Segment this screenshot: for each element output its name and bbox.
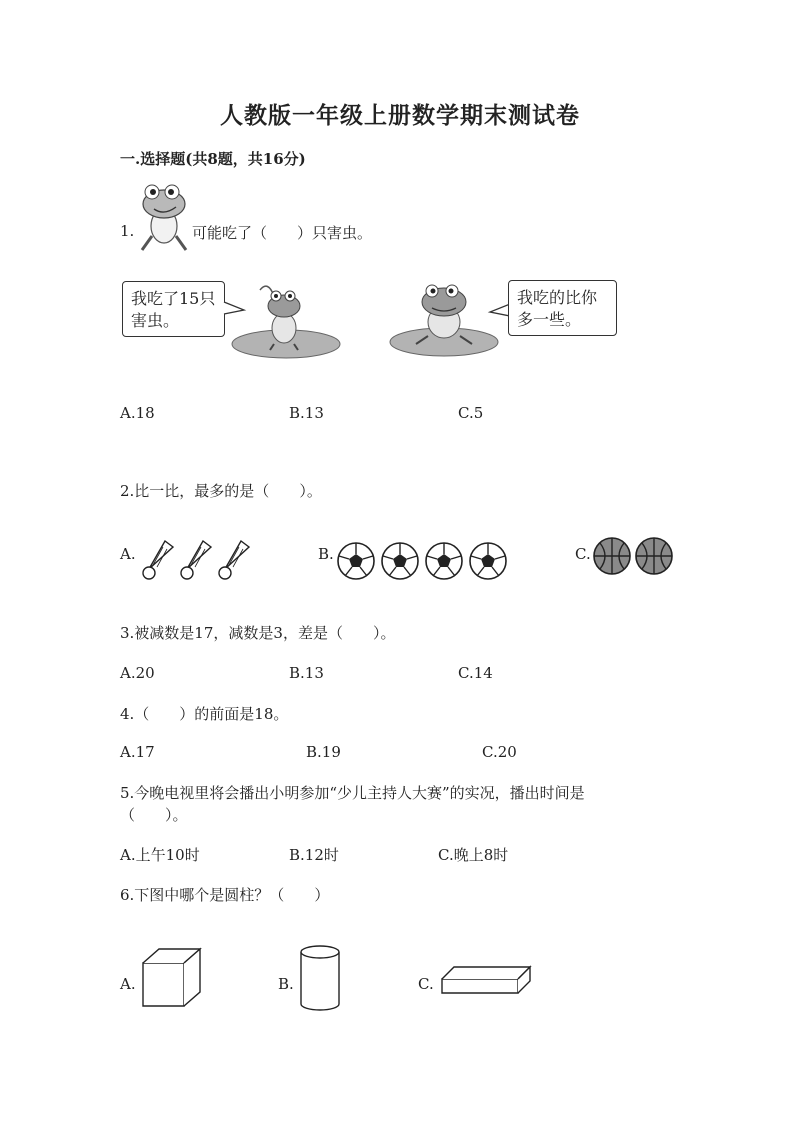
basketball-icon (594, 538, 630, 574)
q1-option-a: A.18 (120, 404, 155, 422)
shuttlecock-icon (143, 541, 173, 579)
shuttlecock-icon (181, 541, 211, 579)
question-6-text: 6.下图中哪个是圆柱？（ ） (120, 886, 330, 904)
q3-option-a: A.20 (120, 664, 155, 682)
q5-option-b: B.12时 (289, 846, 339, 864)
q6-option-b: B. (278, 975, 294, 993)
q4-option-c: C.20 (482, 743, 517, 761)
frog-icon (136, 180, 192, 252)
q5-option-c: C.晚上8时 (438, 846, 509, 864)
cylinder-icon (299, 944, 341, 1014)
q2-option-b: B. (318, 545, 334, 563)
q2-option-a: A. (120, 545, 136, 563)
soccer-ball-icon (382, 543, 418, 579)
cuboid-icon (440, 965, 534, 997)
soccer-ball-icon (426, 543, 462, 579)
question-5-text-line1: 5.今晚电视里将会播出小明参加“少儿主持人大赛”的实况，播出时间是 (120, 784, 585, 802)
question-1-number: 1. (120, 222, 135, 240)
speech-bubble-right: 我吃的比你多一些。 (508, 280, 617, 336)
q1-option-b: B.13 (289, 404, 324, 422)
basketball-icons (592, 535, 676, 577)
q6-option-c: C. (418, 975, 434, 993)
section-heading: 一.选择题(共8题，共16分) (120, 150, 306, 168)
speech-bubble-left: 我吃了15只害虫。 (122, 281, 225, 337)
soccer-ball-icons (337, 540, 509, 582)
bubble-tail-right (490, 302, 510, 318)
frog-right-icon (388, 280, 500, 360)
q4-option-a: A.17 (120, 743, 155, 761)
q5-option-a: A.上午10时 (120, 846, 200, 864)
question-5-text-line2: （ ）。 (120, 806, 188, 824)
shuttlecock-icons (135, 535, 255, 583)
frog-left-icon (230, 282, 342, 362)
q3-option-b: B.13 (289, 664, 324, 682)
question-1-text: 可能吃了（ ）只害虫。 (192, 224, 373, 242)
q2-option-c: C. (575, 545, 591, 563)
shuttlecock-icon (219, 541, 249, 579)
question-3-text: 3.被减数是17，减数是3，差是（ ）。 (120, 624, 396, 642)
page-title: 人教版一年级上册数学期末测试卷 (220, 102, 580, 129)
soccer-ball-icon (338, 543, 374, 579)
q6-option-a: A. (120, 975, 136, 993)
cube-icon (140, 946, 204, 1010)
q1-option-c: C.5 (458, 404, 484, 422)
q4-option-b: B.19 (306, 743, 341, 761)
soccer-ball-icon (470, 543, 506, 579)
basketball-icon (636, 538, 672, 574)
question-2-text: 2.比一比，最多的是（ ）。 (120, 482, 322, 500)
question-4-text: 4.（ ）的前面是18。 (120, 705, 289, 723)
q3-option-c: C.14 (458, 664, 493, 682)
